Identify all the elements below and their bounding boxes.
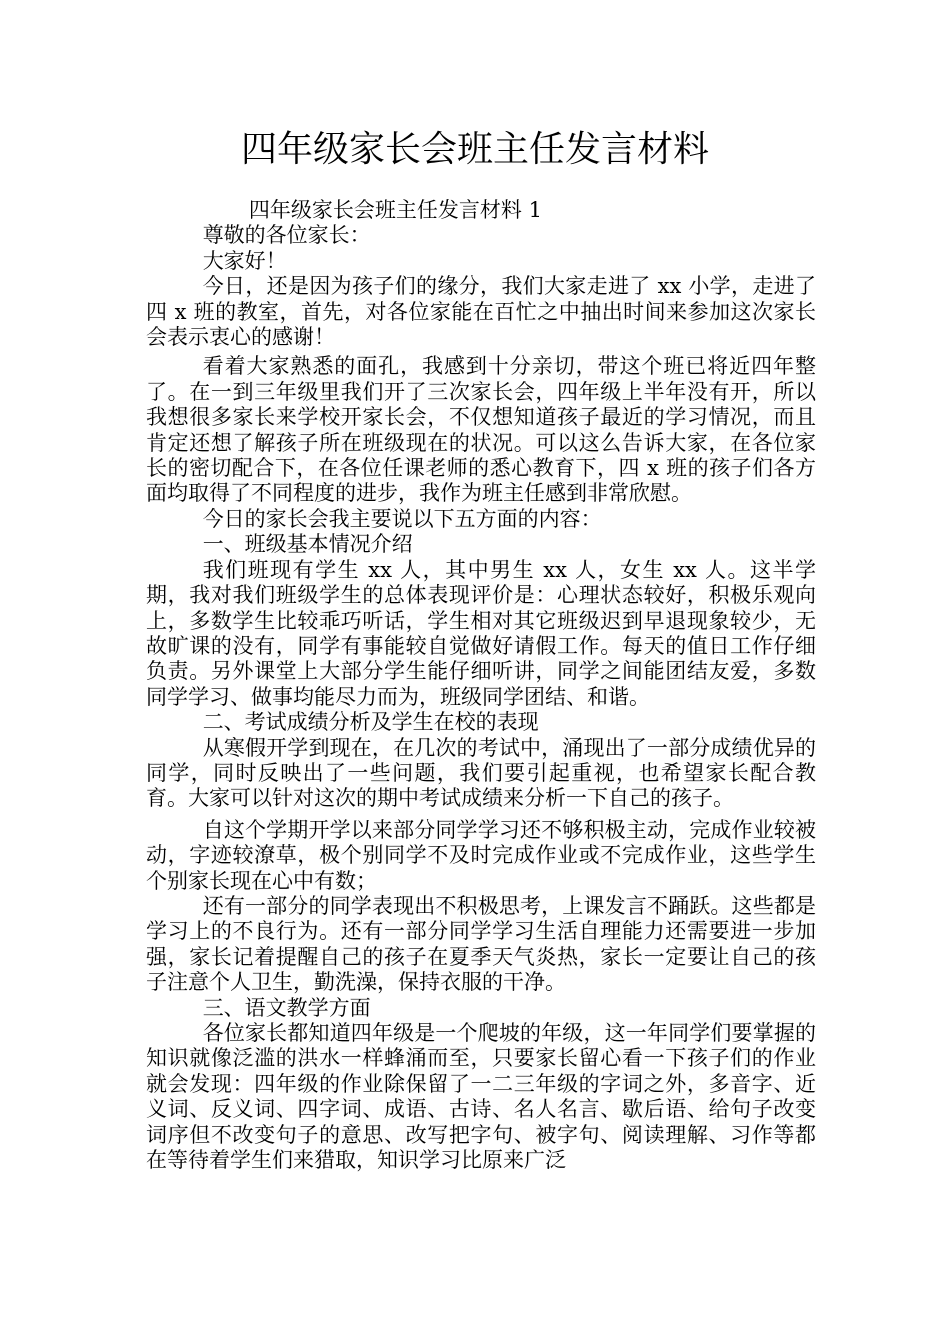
section-heading: 二、考试成绩分析及学生在校的表现	[202, 710, 539, 735]
paragraph: 看着大家熟悉的面孔，我感到十分亲切，带这个班已将近四年整了。在一到三年级里我们开了三次家长会，四年级上半年没有开，所以我想很多家长来学校开家长会，不仅想知道孩子最近的学习情况，而且肯定还想了解孩子所在班级现在的状况。可以这么告诉大家，在各位家长的密切配合下，在各位任课老师的悉心教育下，四 x 班的孩子们各方面均取得了不同程度的进步，我作为班主任感到非常欣慰。	[146, 354, 816, 506]
section-heading: 一、班级基本情况介绍	[202, 532, 413, 557]
paragraph: 各位家长都知道四年级是一个爬坡的年级，这一年同学们要掌握的知识就像泛滥的洪水一样蜂涌而至，只要家长留心看一下孩子们的作业就会发现：四年级的作业除保留了一二三年级的字词之外，多音字、近义词、反义词、四字词、成语、古诗、名人名言、歇后语、给句子改变词序但不改变句子的意思、改写把字句、被字句、阅读理解、习作等都在等待着学生们来猎取，知识学习比原来广泛	[146, 1021, 816, 1173]
paragraph: 自这个学期开学以来部分同学学习还不够积极主动，完成作业较被动，字迹较潦草，极个别同学不及时完成作业或不完成作业，这些学生个别家长现在心中有数；	[146, 817, 816, 893]
document-title: 四年级家长会班主任发言材料	[240, 129, 709, 170]
paragraph: 今日，还是因为孩子们的缘分，我们大家走进了 xx 小学，走进了四 x 班的教室，首先，对各位家能在百忙之中抽出时间来参加这次家长会表示衷心的感谢！	[146, 274, 816, 350]
paragraph: 从寒假开学到现在，在几次的考试中，涌现出了一部分成绩优异的同学，同时反映出了一些问题，我们要引起重视，也希望家长配合教育。大家可以针对这次的期中考试成绩来分析一下自己的孩子。	[146, 735, 816, 811]
paragraph: 我们班现有学生 xx 人，其中男生 xx 人，女生 xx 人。这半学期，我对我们班级学生的总体表现评价是：心理状态较好，积极乐观向上，多数学生比较乖巧听话，学生相对其它班级迟到早退现象较少，无故旷课的没有，同学有事能较自觉做好请假工作。每天的值日工作仔细负责。另外课堂上大部分学生能仔细听讲，同学之间能团结友爱，多数同学学习、做事均能尽力而为，班级同学团结、和谐。	[146, 557, 816, 709]
document-body	[146, 198, 816, 1173]
paragraph: 今日的家长会我主要说以下五方面的内容：	[202, 506, 602, 531]
greeting: 大家好！	[202, 248, 287, 273]
section-heading: 三、语文教学方面	[202, 995, 371, 1020]
paragraph: 还有一部分的同学表现出不积极思考，上课发言不踊跃。这些都是学习上的不良行为。还有一部分同学学习生活自理能力还需要进一步加强，家长记着提醒自己的孩子在夏季天气炎热，家长一定要让自己的孩子注意个人卫生，勤洗澡，保持衣服的干净。	[146, 893, 816, 995]
section-heading: 四年级家长会班主任发言材料 1	[248, 198, 542, 222]
salutation: 尊敬的各位家长：	[202, 223, 371, 248]
